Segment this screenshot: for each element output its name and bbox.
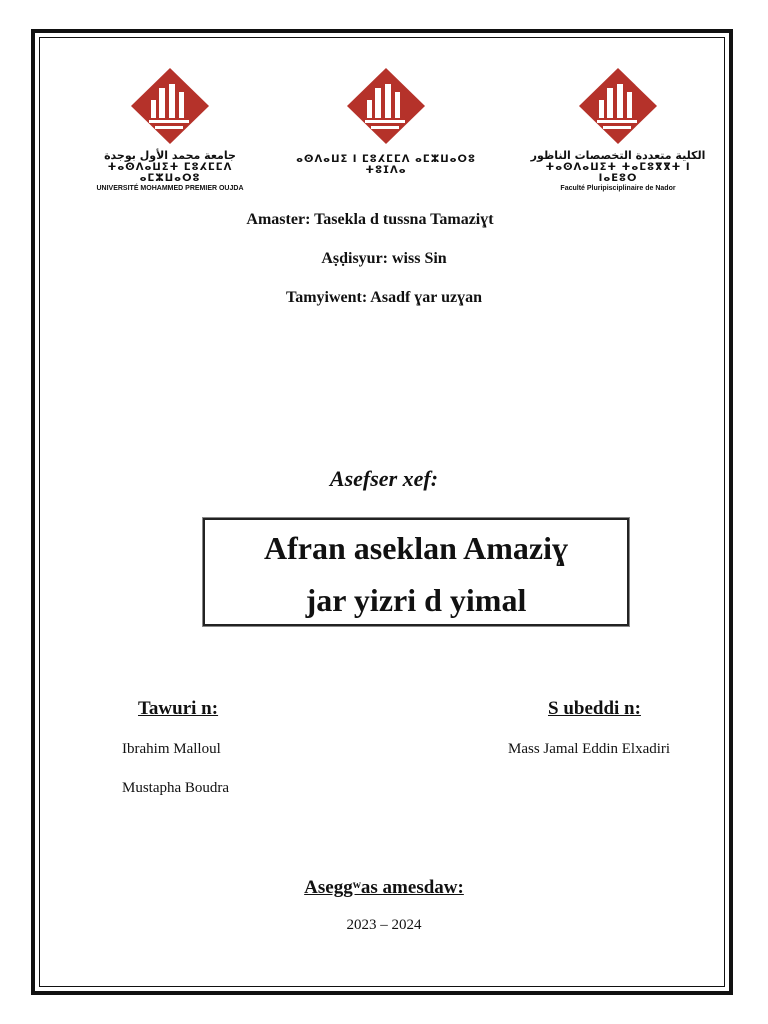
logo-tifinagh-text: ⴰⵙⴷⴰⵡⵉ ⵏ ⵎⵓⵃⵎⵎⴷ ⴰⵎⵣⵡⴰⵔⵓ: [296, 154, 476, 165]
thesis-title-line-2: jar yizri d yimal: [305, 582, 527, 618]
faculty-emblem-icon: [573, 66, 663, 146]
logo-arabic-text: الكلية متعددة التخصصات الناظور: [530, 149, 706, 162]
faculty-logo: [528, 66, 708, 193]
student-name: Ibrahim Malloul: [122, 741, 221, 757]
thesis-title-line-1: Afran aseklan Amaziɣ: [264, 530, 568, 566]
academic-year-value: 2023 – 2024: [346, 917, 422, 933]
speciality-line: Aṣḍisyur: wiss Sin: [321, 250, 447, 267]
academic-year-heading: Aseggʷas amesdaw:: [304, 877, 464, 898]
university-emblem-icon: [125, 66, 215, 146]
logo-tifinagh-text: ⵜⴰⵙⴷⴰⵡⵉⵜ ⵜⴰⵎⵓⴳⴳⵜ ⵏ ⵏⴰⴹⵓⵔ: [545, 162, 691, 184]
master-line: Amaster: Tasekla d tussna Tamaziɣt: [246, 211, 494, 228]
supervisor-name: Mass Jamal Eddin Elxadiri: [508, 741, 671, 757]
logo-french-text: UNIVERSITÉ MOHAMMED PREMIER OUJDA: [96, 185, 244, 192]
logo-arabic-text: جامعة محمد الأول بوجدة: [104, 149, 236, 162]
supervisor-heading: S ubeddi n:: [548, 698, 641, 719]
institution-logo: [296, 66, 476, 176]
subject-label: Asefser xef:: [329, 466, 439, 491]
logo-french-text: Faculté Pluripisciplinaire de Nador: [560, 185, 676, 192]
student-name: Mustapha Boudra: [122, 780, 230, 796]
students-heading: Tawuri n:: [138, 698, 219, 719]
logo-tifinagh-text: ⵜⴰⵙⴷⴰⵡⵉⵜ ⵎⵓⵃⵎⵎⴷ ⴰⵎⵣⵡⴰⵔⵓ: [107, 162, 233, 184]
thesis-title-box: [203, 518, 629, 626]
logo-tifinagh-text-2: ⵜⵓⵊⴷⴰ: [365, 165, 407, 176]
university-logo: [80, 66, 260, 193]
course-line: Tamyiwent: Asadf ɣar uzɣan: [285, 289, 483, 306]
institution-emblem-icon: [341, 66, 431, 146]
